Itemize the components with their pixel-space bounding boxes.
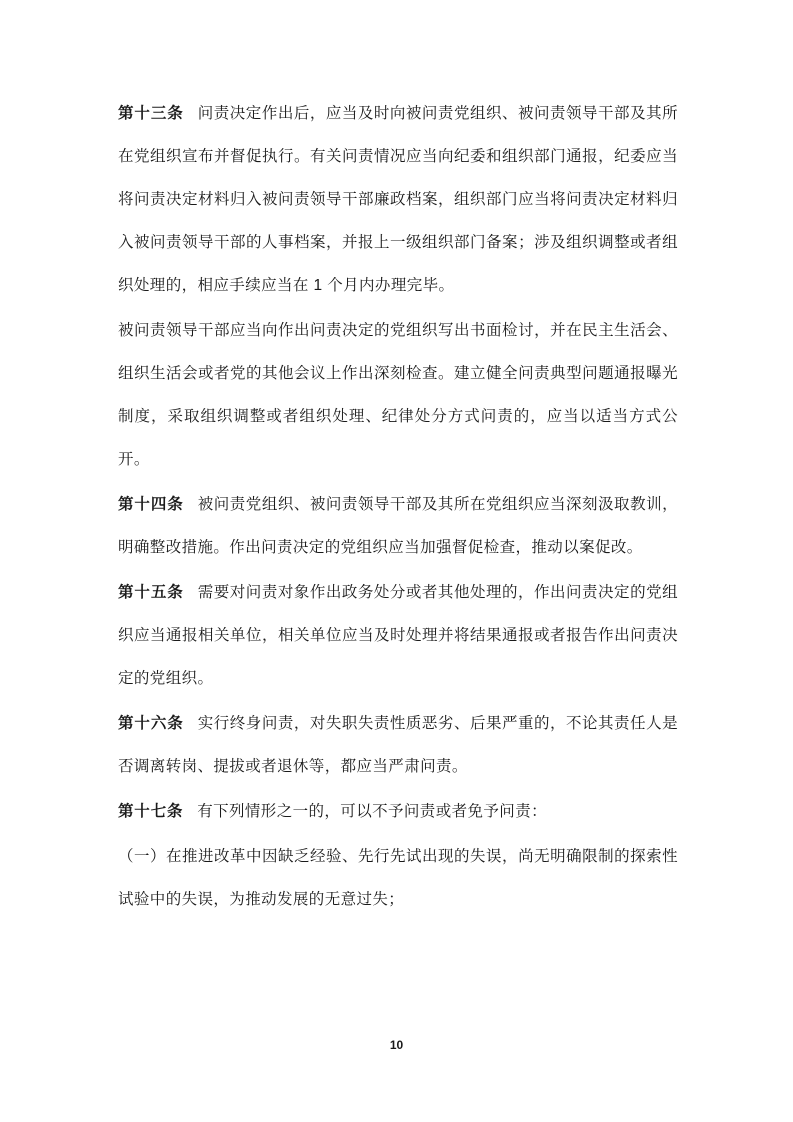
- paragraph-text: 有下列情形之一的，可以不予问责或者免予问责：: [197, 803, 548, 820]
- paragraph-article-17: [118, 790, 678, 833]
- document-body: [118, 92, 678, 923]
- paragraph-text: 需要对问责对象作出政务处分或者其他处理的，作出问责决定的党组织应当通报相关单位，相关单位应当及时处理并将结果通报或者报告作出问责决定的党组织。: [118, 584, 678, 687]
- paragraph-text: 实行终身问责，对失职失责性质恶劣、后果严重的，不论其责任人是否调离转岗、提拔或者退休等，都应当严肃问责。: [118, 715, 678, 775]
- article-number-15: 第十五条: [118, 584, 184, 601]
- article-number-17: 第十七条: [118, 803, 184, 820]
- page-number: 10: [389, 1038, 404, 1052]
- article-number-14: 第十四条: [118, 496, 184, 513]
- paragraph-text: 问责决定作出后，应当及时向被问责党组织、被问责领导干部及其所在党组织宣布并督促执行。有关问责情况应当向纪委和组织部门通报，纪委应当将问责决定材料归入被问责领导干部廉政档案，组织部门应当将问责决定材料归入被问责领导干部的人事档案，并报上一级组织部门备案；涉及组织调整或者组织处理的，相应手续应当在 1 个月内办理完毕。: [118, 105, 678, 294]
- paragraph-text: 被问责领导干部应当向作出问责决定的党组织写出书面检讨，并在民主生活会、组织生活会或者党的其他会议上作出深刻检查。建立健全问责典型问题通报曝光制度，采取组织调整或者组织处理、纪律处分方式问责的，应当以适当方式公开。: [118, 322, 678, 468]
- article-number-13: 第十三条: [118, 105, 184, 122]
- paragraph-text: 被问责党组织、被问责领导干部及其所在党组织应当深刻汲取教训，明确整改措施。作出问责决定的党组织应当加强督促检查，推动以案促改。: [118, 496, 678, 556]
- paragraph-item-1: [118, 835, 678, 921]
- article-number-16: 第十六条: [118, 715, 184, 732]
- paragraph-article-14: [118, 483, 678, 569]
- paragraph-article-16: [118, 702, 678, 788]
- paragraph-article-13: [118, 92, 678, 307]
- paragraph-article-15: [118, 571, 678, 700]
- paragraph-article-13-continued: [118, 309, 678, 481]
- paragraph-text: （一）在推进改革中因缺乏经验、先行先试出现的失误，尚无明确限制的探索性试验中的失误，为推动发展的无意过失；: [118, 848, 678, 908]
